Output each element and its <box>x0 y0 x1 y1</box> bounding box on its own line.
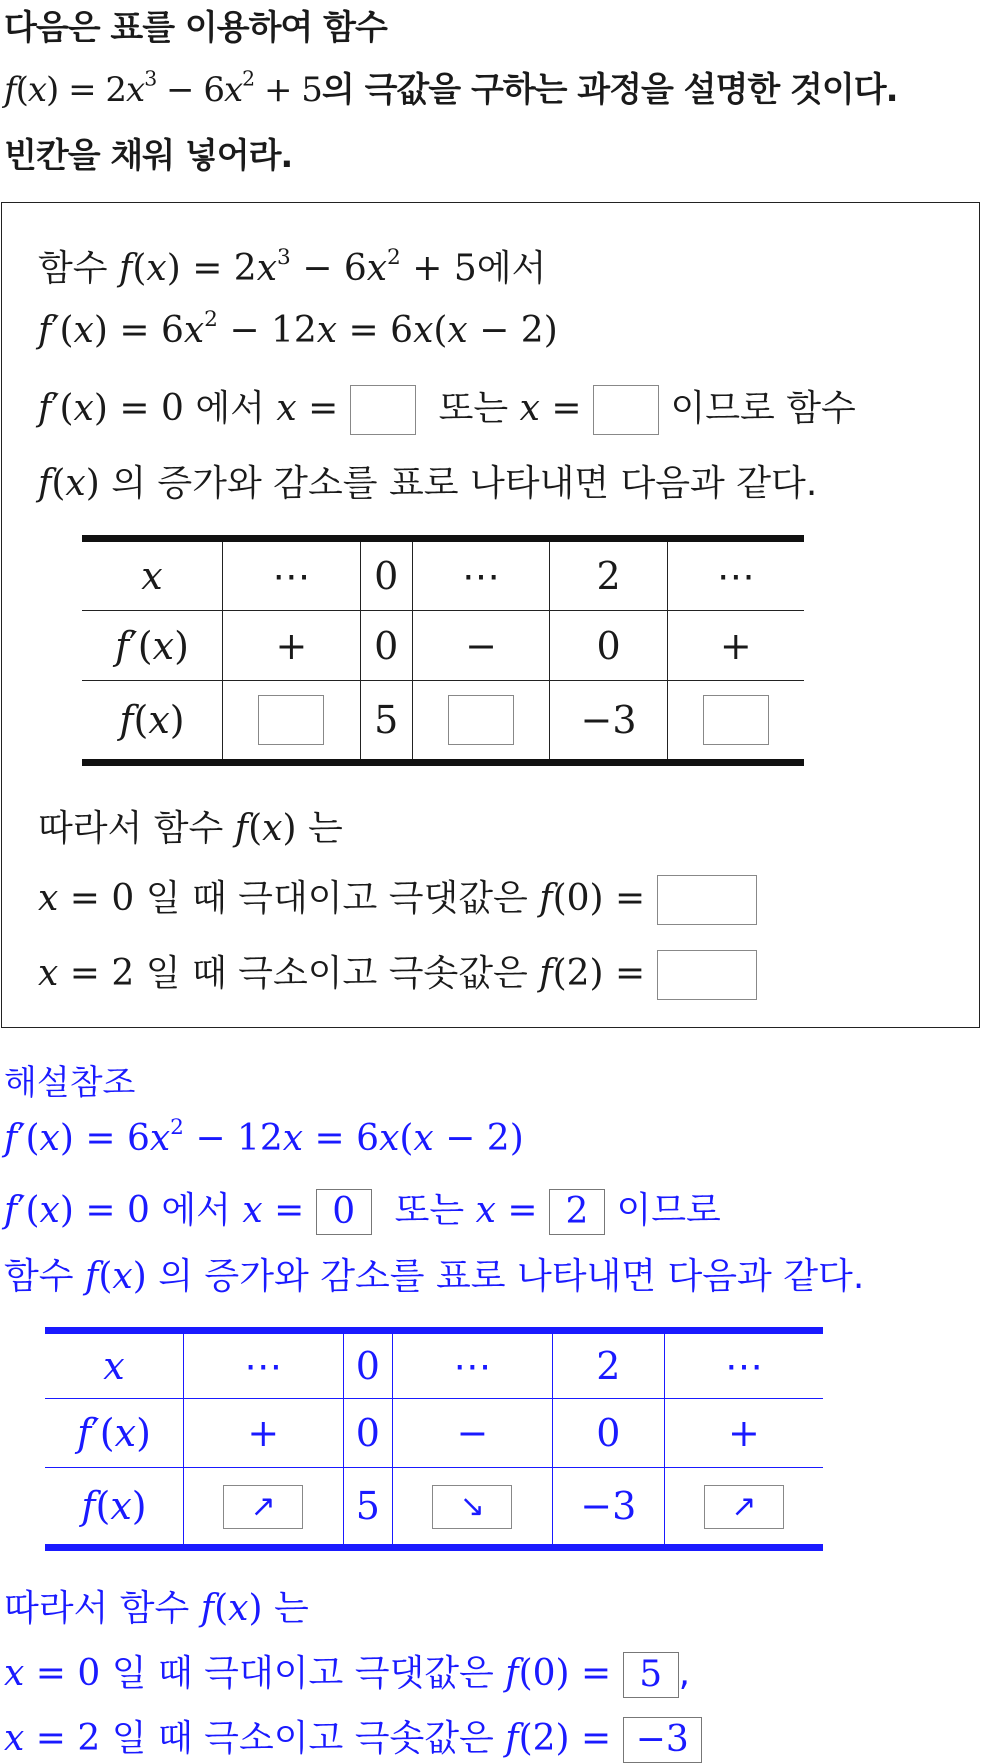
question-line-1: 다음은 표를 이용하여 함수 <box>4 8 387 48</box>
cell: 2 <box>550 539 667 611</box>
blank-critical-1[interactable] <box>350 385 416 435</box>
cell: ⋯ <box>184 1331 344 1399</box>
min-text: 일 때 극소이고 극솟값은 <box>145 953 528 994</box>
cell: −3 <box>550 681 667 763</box>
question-line-2-text: 의 극값을 구하는 과정을 설명한 것이다. <box>321 70 898 110</box>
eq-zero-mid: 에서 <box>161 1190 231 1231</box>
box-line-min: x = 2 일 때 극소이고 극솟값은 f(2) = <box>38 945 757 1000</box>
solution-conclusion: 따라서 함수 f(x) 는 <box>4 1588 309 1629</box>
answer-min-value: −3 <box>623 1717 702 1763</box>
table-row-fprime <box>45 1399 823 1468</box>
cell: ⋯ <box>667 539 804 611</box>
blank-arrow-1[interactable] <box>258 695 324 745</box>
table-desc: 의 증가와 감소를 표로 나타내면 다음과 같다. <box>158 1256 865 1297</box>
cell: − <box>393 1399 553 1468</box>
question-line-2: $f(x) = 2x^3 - 6x^2 + 5$의 극값을 구하는 과정을 설명한 것이다. <box>4 66 898 110</box>
row-header-f: f(x) <box>81 1484 147 1528</box>
table-row-fprime <box>82 611 804 681</box>
eq-zero-mid: 에서 <box>195 388 265 429</box>
cell: + <box>184 1399 344 1468</box>
max-text: 일 때 극대이고 극댓값은 <box>145 878 528 919</box>
cell: + <box>664 1399 823 1468</box>
table-desc: 의 증가와 감소를 표로 나타내면 다음과 같다. <box>111 463 818 504</box>
cell: 0 <box>550 611 667 681</box>
cell: 0 <box>552 1399 664 1468</box>
min-text: 일 때 극소이고 극솟값은 <box>111 1718 494 1759</box>
row-header-fprime: f′(x) <box>45 1399 184 1468</box>
cell: 0 <box>360 539 412 611</box>
answer-critical-2: 2 <box>549 1189 605 1235</box>
row-header-x: x <box>45 1331 184 1399</box>
table-row-x <box>45 1331 823 1399</box>
question-line-3: 빈칸을 채워 넣어라. <box>4 136 293 176</box>
conclusion-suffix: 는 <box>307 808 343 849</box>
blank-arrow-2[interactable] <box>448 695 514 745</box>
therefore-function: 이므로 함수 <box>670 388 856 429</box>
conclusion-word: 따라서 함수 <box>4 1588 190 1629</box>
cell: 0 <box>360 611 412 681</box>
cell: ⋯ <box>223 539 361 611</box>
solution-derivative: $f'(x) = 6x^2 - 12x = 6x(x - 2)$ <box>4 1114 524 1159</box>
solution-critical: f′(x) = 0 에서 x = 0 또는 x = 2 이므로 <box>4 1182 721 1235</box>
max-text: 일 때 극대이고 극댓값은 <box>111 1653 494 1694</box>
cell: 5 <box>360 681 412 763</box>
blank-min-value[interactable] <box>657 950 757 1000</box>
cell <box>664 1468 823 1548</box>
table-row-x <box>82 539 804 611</box>
box-line-conclusion: 따라서 함수 f(x) 는 <box>38 808 343 849</box>
cell: 2 <box>552 1331 664 1399</box>
blank-arrow-3[interactable] <box>703 695 769 745</box>
variation-table-solution <box>45 1327 823 1551</box>
cell: + <box>223 611 361 681</box>
cell: 0 <box>343 1331 393 1399</box>
conclusion-suffix: 는 <box>273 1588 309 1629</box>
solution-table-desc: 함수 f(x) 의 증가와 감소를 표로 나타내면 다음과 같다. <box>4 1256 865 1297</box>
intro-suffix: 에서 <box>476 248 547 289</box>
cell: + <box>667 611 804 681</box>
comma: , <box>678 1653 691 1694</box>
increase-arrow-icon: ↗ <box>223 1485 303 1529</box>
increase-arrow-icon: ↗ <box>704 1485 784 1529</box>
answer-critical-1: 0 <box>316 1189 372 1235</box>
cell: 5 <box>343 1468 393 1548</box>
row-header-f: f(x) <box>119 698 185 742</box>
cell: −3 <box>552 1468 664 1548</box>
decrease-arrow-icon: ↘ <box>432 1485 512 1529</box>
box-line-critical: f′(x) = 0 에서 x = 또는 x = 이므로 함수 <box>38 380 856 435</box>
row-header-fprime: f′(x) <box>82 611 223 681</box>
or-word: 또는 <box>438 388 509 429</box>
box-line-max: x = 0 일 때 극대이고 극댓값은 f(0) = <box>38 870 757 925</box>
fn-word: 함수 <box>4 1256 74 1297</box>
cell: ⋯ <box>393 1331 553 1399</box>
table-row-f <box>82 681 804 763</box>
conclusion-word: 따라서 함수 <box>38 808 224 849</box>
table-row-f <box>45 1468 823 1548</box>
cell <box>393 1468 553 1548</box>
solution-min: x = 2 일 때 극소이고 극솟값은 f(2) = −3 <box>4 1710 702 1763</box>
therefore-short: 이므로 <box>616 1190 721 1231</box>
blank-max-value[interactable] <box>657 875 757 925</box>
intro-word: 함수 <box>38 248 108 289</box>
blank-critical-2[interactable] <box>593 385 659 435</box>
cell <box>184 1468 344 1548</box>
variation-table-problem <box>82 535 804 766</box>
cell: ⋯ <box>412 539 550 611</box>
box-line-derivative: $f'(x) = 6x^2 - 12x = 6x(x - 2)$ <box>38 306 558 351</box>
cell: − <box>412 611 550 681</box>
cell <box>412 681 550 763</box>
row-header-x: x <box>82 539 223 611</box>
box-line-function: 함수 $f(x) = 2x^3 - 6x^2 + 5$에서 <box>38 244 547 289</box>
cell <box>667 681 804 763</box>
box-line-table-desc: f(x) 의 증가와 감소를 표로 나타내면 다음과 같다. <box>38 463 818 504</box>
cell: ⋯ <box>664 1331 823 1399</box>
function-formula: f <box>4 70 16 110</box>
solution-max: x = 0 일 때 극대이고 극댓값은 f(0) = 5 , <box>4 1645 690 1698</box>
cell: 0 <box>343 1399 393 1468</box>
answer-max-value: 5 <box>623 1652 679 1698</box>
cell <box>223 681 361 763</box>
or-word: 또는 <box>394 1190 465 1231</box>
solution-heading: 해설참조 <box>4 1063 136 1103</box>
